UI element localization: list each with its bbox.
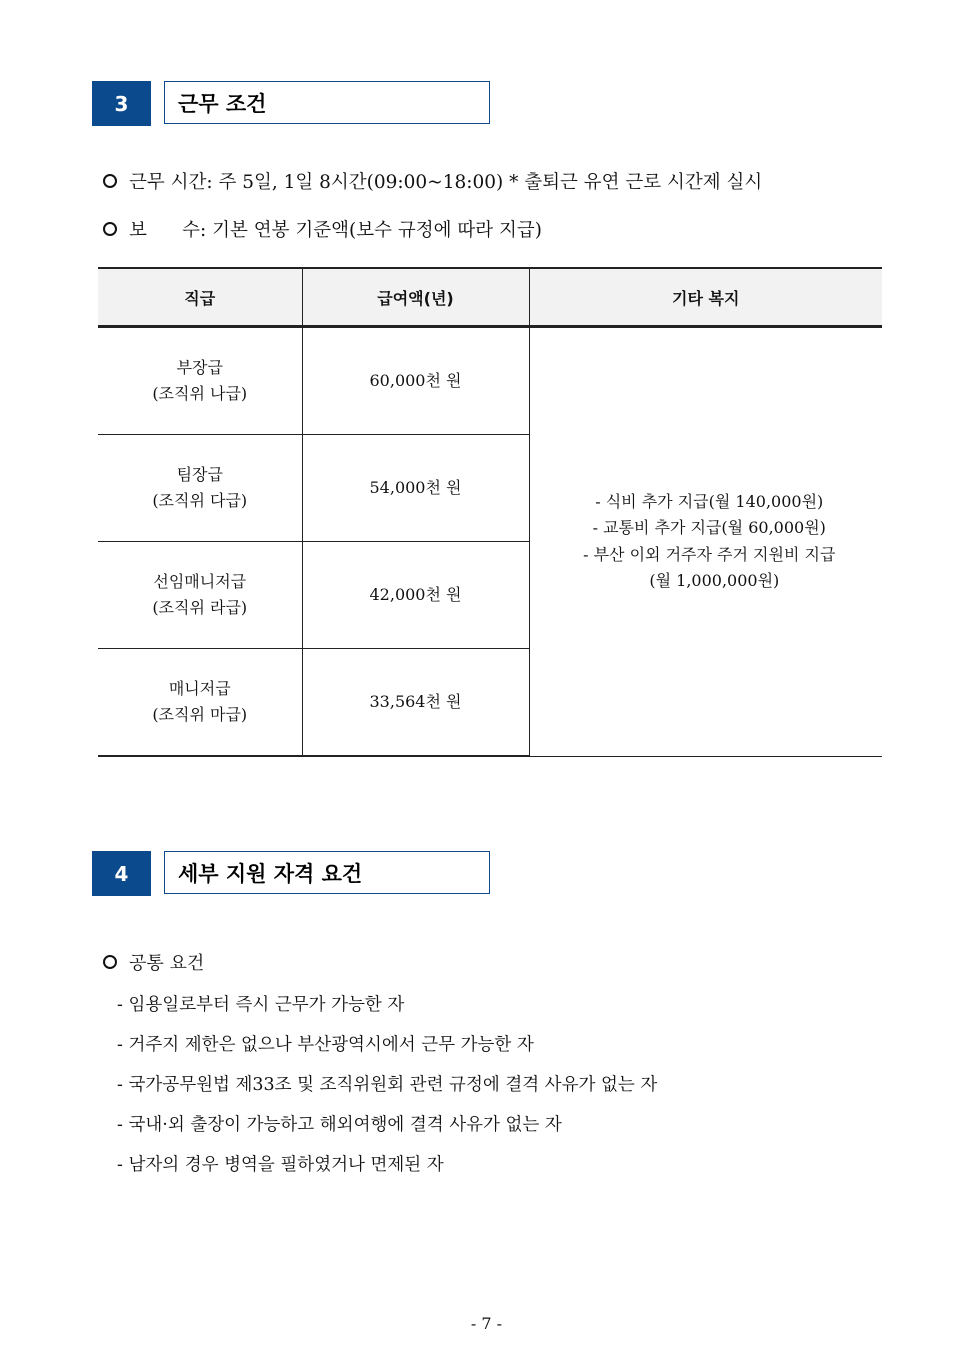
header-benefits: 기타 복지 <box>529 268 882 327</box>
grade-cell <box>98 542 302 649</box>
salary-cell: 60,000천 원 <box>302 327 529 435</box>
section-4-number: 4 <box>92 851 151 896</box>
grade-cell <box>98 327 302 435</box>
work-conditions-table <box>98 267 882 757</box>
salary-cell: 54,000천 원 <box>302 435 529 542</box>
table-header-row <box>98 268 882 327</box>
header-salary: 급여액(년) <box>302 268 529 327</box>
common-requirements-bullet <box>103 949 204 975</box>
benefit-item: - 식비 추가 지급(월 140,000원) <box>595 491 824 511</box>
grade-name: 선임매니저급 <box>153 572 247 591</box>
section-4-title: 세부 지원 자격 요건 <box>164 851 490 894</box>
grade-sub: (조직위 라급) <box>152 598 248 617</box>
page-number: - 7 - <box>470 1314 503 1333</box>
work-hours-text: 근무 시간: 주 5일, 1일 8시간(09:00~18:00) * 출퇴근 유연 근로 시간제 실시 <box>129 172 763 193</box>
circle-bullet-icon <box>103 955 117 969</box>
circle-bullet-icon <box>103 222 117 236</box>
grade-sub: (조직위 나급) <box>152 384 248 403</box>
requirement-item: - 임용일로부터 즉시 근무가 가능한 자 <box>117 995 405 1015</box>
grade-name: 매니저급 <box>168 679 231 698</box>
salary-cell: 33,564천 원 <box>302 649 529 757</box>
work-hours-bullet <box>103 168 762 194</box>
table-row <box>98 327 882 435</box>
benefits-cell <box>529 327 882 757</box>
grade-name: 부장급 <box>176 358 223 377</box>
grade-cell <box>98 435 302 542</box>
header-grade: 직급 <box>98 268 302 327</box>
grade-cell <box>98 649 302 757</box>
benefit-item: - 부산 이외 거주자 주거 지원비 지급 <box>583 544 836 564</box>
common-requirements-title: 공통 요건 <box>129 953 205 974</box>
grade-sub: (조직위 마급) <box>152 705 248 724</box>
requirement-item: - 남자의 경우 병역을 필하였거나 면제된 자 <box>117 1155 444 1175</box>
section-3-title: 근무 조건 <box>164 81 490 124</box>
grade-name: 팀장급 <box>176 465 223 484</box>
circle-bullet-icon <box>103 174 117 188</box>
salary-cell: 42,000천 원 <box>302 542 529 649</box>
benefit-item: - 교통비 추가 지급(월 60,000원) <box>592 518 826 538</box>
requirement-item: - 국가공무원법 제33조 및 조직위원회 관련 규정에 결격 사유가 없는 자 <box>117 1075 658 1095</box>
grade-sub: (조직위 다급) <box>152 491 248 510</box>
requirement-item: - 거주지 제한은 없으나 부산광역시에서 근무 가능한 자 <box>117 1035 534 1055</box>
benefit-item: (월 1,000,000원) <box>639 571 780 591</box>
salary-text: 보 수: 기본 연봉 기준액(보수 규정에 따라 지급) <box>129 220 542 241</box>
salary-bullet <box>103 216 542 242</box>
requirement-item: - 국내·외 출장이 가능하고 해외여행에 결격 사유가 없는 자 <box>117 1115 562 1135</box>
section-3-number: 3 <box>92 81 151 126</box>
